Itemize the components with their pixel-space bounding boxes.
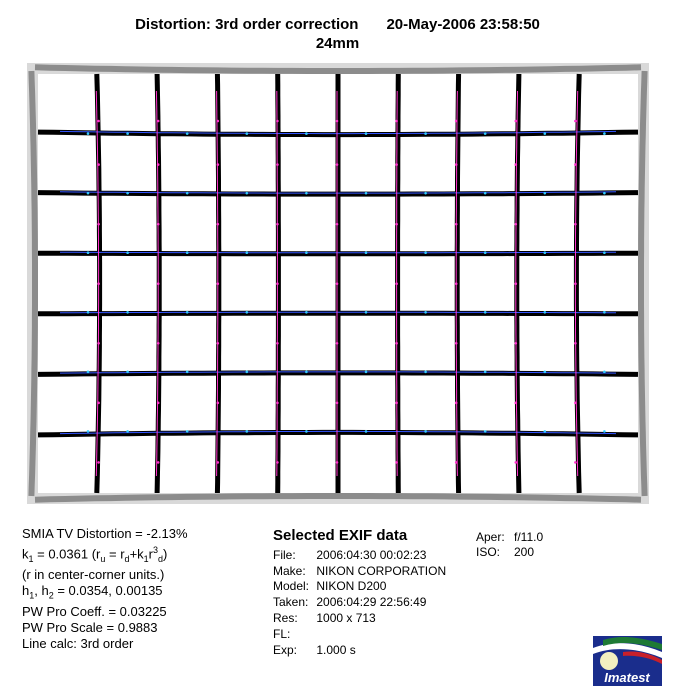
- smia-distortion: SMIA TV Distortion = -2.13%: [22, 526, 188, 541]
- line-calc: Line calc: 3rd order: [22, 635, 134, 651]
- edge-marker: [276, 120, 279, 123]
- edge-marker: [365, 132, 368, 135]
- edge-marker: [97, 163, 100, 166]
- edge-marker: [395, 223, 398, 226]
- edge-marker: [186, 430, 189, 433]
- edge-marker: [157, 342, 160, 345]
- edge-marker: [246, 311, 249, 314]
- k1-symbol: k: [22, 546, 29, 562]
- edge-marker: [217, 120, 220, 123]
- edge-marker: [336, 223, 339, 226]
- edge-marker: [217, 223, 220, 226]
- exif-value: 2006:04:29 22:56:49: [316, 595, 427, 610]
- edge-marker: [544, 251, 547, 254]
- edge-marker: [455, 461, 458, 464]
- edge-marker: [305, 251, 308, 254]
- edge-marker: [455, 163, 458, 166]
- edge-marker: [574, 282, 577, 285]
- edge-marker: [395, 120, 398, 123]
- exif-row: [273, 643, 446, 659]
- edge-marker: [455, 120, 458, 123]
- rd-sub: d: [124, 553, 130, 564]
- k1-close: ): [163, 546, 168, 562]
- edge-marker: [217, 461, 220, 464]
- rd2-sub: d: [158, 553, 164, 564]
- edge-marker: [484, 371, 487, 374]
- edge-marker: [126, 371, 129, 374]
- edge-marker: [217, 342, 220, 345]
- aperture-value: f/11.0: [514, 530, 544, 544]
- edge-marker: [395, 461, 398, 464]
- edge-marker: [97, 282, 100, 285]
- exif-key: Model:: [273, 579, 310, 594]
- pw-pro-scale: PW Pro Scale = 0.9883: [22, 619, 158, 635]
- edge-marker: [455, 223, 458, 226]
- edge-marker: [305, 371, 308, 374]
- h1-sub: 1: [29, 590, 35, 601]
- edge-marker: [336, 342, 339, 345]
- exif-row: [273, 595, 446, 611]
- edge-marker: [97, 120, 100, 123]
- logo-moon: [600, 652, 618, 670]
- edge-marker: [603, 371, 606, 374]
- exif-value: 1000 x 713: [316, 610, 376, 625]
- edge-marker: [574, 163, 577, 166]
- edge-marker: [603, 132, 606, 135]
- edge-marker: [336, 163, 339, 166]
- edge-marker: [515, 402, 518, 405]
- edge-marker: [365, 192, 368, 195]
- edge-marker: [574, 461, 577, 464]
- edge-marker: [544, 371, 547, 374]
- edge-marker: [515, 342, 518, 345]
- exif-row: [273, 564, 446, 580]
- imatest-logo: [593, 636, 662, 686]
- r-symbol: r: [148, 546, 154, 562]
- k1-line: [22, 542, 188, 567]
- edge-marker: [97, 342, 100, 345]
- iso-key: ISO:: [476, 545, 501, 559]
- edge-marker: [544, 132, 547, 135]
- edge-marker: [276, 461, 279, 464]
- edge-marker: [186, 132, 189, 135]
- exif-key: FL:: [273, 626, 291, 641]
- edge-marker: [276, 223, 279, 226]
- exif-value: NIKON D200: [316, 579, 387, 594]
- h-line: [22, 583, 188, 604]
- edge-marker: [97, 223, 100, 226]
- edge-marker: [87, 371, 90, 374]
- exif-key: File:: [273, 547, 296, 562]
- edge-marker: [126, 132, 129, 135]
- edge-marker: [336, 120, 339, 123]
- exif-panel: [273, 528, 446, 658]
- edge-marker: [484, 251, 487, 254]
- edge-marker: [515, 120, 518, 123]
- k1-value: = 0.0361 (r: [33, 546, 101, 562]
- edge-marker: [515, 163, 518, 166]
- edge-marker: [246, 192, 249, 195]
- edge-marker: [186, 251, 189, 254]
- edge-marker: [87, 430, 90, 433]
- distortion-results: [22, 526, 188, 652]
- edge-marker: [305, 430, 308, 433]
- edge-marker: [157, 282, 160, 285]
- edge-marker: [276, 402, 279, 405]
- edge-marker: [97, 402, 100, 405]
- edge-marker: [544, 430, 547, 433]
- edge-marker: [365, 371, 368, 374]
- edge-marker: [365, 311, 368, 314]
- edge-marker: [424, 311, 427, 314]
- edge-marker: [87, 251, 90, 254]
- edge-marker: [603, 430, 606, 433]
- exif-key: Exp:: [273, 642, 298, 657]
- h-symbol: h: [22, 582, 30, 598]
- exif-key: Make:: [273, 563, 306, 578]
- edge-marker: [484, 132, 487, 135]
- edge-marker: [186, 311, 189, 314]
- edge-marker: [276, 342, 279, 345]
- edge-marker: [395, 282, 398, 285]
- h2-sub: 2: [48, 590, 54, 601]
- edge-marker: [365, 251, 368, 254]
- edge-marker: [246, 132, 249, 135]
- edge-marker: [126, 430, 129, 433]
- edge-marker: [395, 163, 398, 166]
- rd-eq: = r: [105, 546, 125, 562]
- edge-marker: [157, 461, 160, 464]
- edge-marker: [603, 251, 606, 254]
- edge-marker: [186, 371, 189, 374]
- exif-value: NIKON CORPORATION: [316, 563, 447, 578]
- edge-marker: [424, 371, 427, 374]
- edge-marker: [157, 402, 160, 405]
- k1-sub2: 1: [143, 553, 149, 564]
- exif-row: [273, 548, 446, 564]
- edge-marker: [515, 223, 518, 226]
- logo-text: Imatest: [604, 670, 650, 685]
- exif-key: Taken:: [273, 595, 309, 610]
- h-comma: , h: [34, 582, 49, 598]
- exif-value: 1.000 s: [316, 642, 356, 657]
- edge-marker: [87, 132, 90, 135]
- edge-marker: [574, 120, 577, 123]
- edge-marker: [424, 430, 427, 433]
- exif-row: [273, 611, 446, 627]
- edge-marker: [87, 311, 90, 314]
- exif-row: [273, 579, 446, 595]
- edge-marker: [305, 192, 308, 195]
- aperture-row: [476, 530, 543, 545]
- exif-value: 2006:04:30 00:02:23: [316, 547, 427, 562]
- pw-pro-coeff: PW Pro Coeff. = 0.03225: [22, 603, 167, 619]
- k1-plus: +k: [129, 546, 144, 562]
- iso-value: 200: [514, 545, 535, 559]
- exif-key: Res:: [273, 610, 298, 625]
- edge-marker: [217, 282, 220, 285]
- exif-title: Selected EXIF data: [273, 527, 408, 544]
- edge-marker: [365, 430, 368, 433]
- edge-marker: [217, 402, 220, 405]
- edge-marker: [424, 192, 427, 195]
- aperture-key: Aper:: [476, 530, 505, 544]
- edge-marker: [574, 402, 577, 405]
- edge-marker: [544, 192, 547, 195]
- chart-timestamp: 20-May-2006 23:58:50: [386, 16, 540, 33]
- edge-marker: [126, 311, 129, 314]
- edge-marker: [484, 192, 487, 195]
- edge-marker: [455, 342, 458, 345]
- ru-sub: u: [100, 553, 106, 564]
- edge-marker: [336, 402, 339, 405]
- edge-marker: [395, 402, 398, 405]
- edge-marker: [574, 342, 577, 345]
- edge-marker: [515, 461, 518, 464]
- edge-marker: [186, 192, 189, 195]
- edge-marker: [603, 311, 606, 314]
- k1-sub: 1: [28, 553, 34, 564]
- edge-marker: [336, 461, 339, 464]
- edge-marker: [276, 163, 279, 166]
- edge-marker: [395, 342, 398, 345]
- edge-marker: [336, 282, 339, 285]
- iso-row: [476, 545, 543, 560]
- edge-marker: [276, 282, 279, 285]
- cube-sup: 3: [153, 545, 159, 555]
- edge-marker: [424, 132, 427, 135]
- edge-marker: [455, 282, 458, 285]
- chart-title: Distortion: 3rd order correction: [135, 16, 359, 33]
- exif-row: [273, 627, 446, 643]
- chart-subtitle: 24mm: [315, 35, 360, 52]
- edge-marker: [246, 251, 249, 254]
- edge-marker: [97, 461, 100, 464]
- edge-marker: [484, 311, 487, 314]
- edge-marker: [305, 132, 308, 135]
- edge-marker: [544, 311, 547, 314]
- exposure-panel: [476, 530, 543, 560]
- edge-marker: [126, 251, 129, 254]
- edge-marker: [157, 120, 160, 123]
- edge-marker: [87, 192, 90, 195]
- edge-marker: [157, 163, 160, 166]
- edge-marker: [126, 192, 129, 195]
- edge-marker: [246, 371, 249, 374]
- edge-marker: [246, 430, 249, 433]
- edge-marker: [217, 163, 220, 166]
- edge-marker: [305, 311, 308, 314]
- edge-marker: [157, 223, 160, 226]
- r-note: (r in center-corner units.): [22, 566, 165, 582]
- edge-marker: [515, 282, 518, 285]
- edge-marker: [424, 251, 427, 254]
- edge-marker: [455, 402, 458, 405]
- edge-marker: [574, 223, 577, 226]
- h-value: = 0.0354, 0.00135: [53, 582, 163, 598]
- edge-marker: [484, 430, 487, 433]
- edge-marker: [603, 192, 606, 195]
